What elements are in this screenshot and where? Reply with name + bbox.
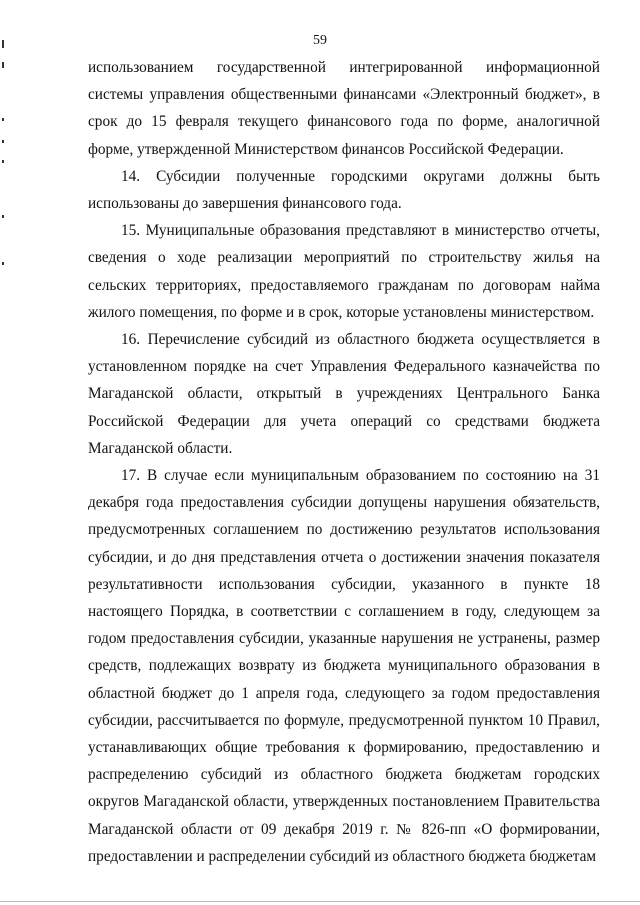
document-body bbox=[88, 54, 600, 870]
paragraph-item-16: 16. Перечисление субсидий из областного бюджета осуществляется в установленном порядке на счет Управления Федерального казначейства по Магаданской области, открытый в учреждениях Центрального Банка Российской Федерации для учета операций со средствами бюджета Магаданской области. bbox=[88, 331, 600, 457]
paragraph-continuation: использованием государственной интегрированной информационной системы управления общественными финансами «Электронный бюджет», в срок до 15 февраля текущего финансового года по форме, аналогичной форме, утвержденной Министерством финансов Российской Федерации. bbox=[88, 59, 600, 158]
page-number: 59 bbox=[313, 33, 327, 48]
paragraph-item-17: 17. В случае если муниципальным образованием по состоянию на 31 декабря года предоставления субсидии допущены нарушения обязательств, предусмотренных соглашением по достижению результатов использования субсидии, и до дня представления отчета о достижении значения показателя результативности использования субсидии, указанного в пункте 18 настоящего Порядка, в соответствии с соглашением в году, следующем за годом предоставления субсидии, указанные нарушения не устранены, размер средств, подлежащих возврату из бюджета муниципального образования в областной бюджет до 1 апреля года, следующего за годом предоставления субсидии, рассчитывается по формуле, предусмотренной пунктом 10 Правил, устанавливающих общие требования к формированию, предоставлению и распределению субсидий из областного бюджета бюджетам городских округов Магаданской области, утвержденных постановлением Правительства Магаданской области от 09 декабря 2019 г. № 826-пп «О формировании, предоставлении и распределении субсидий из областного бюджета бюджетам bbox=[88, 467, 600, 865]
page-bottom-edge bbox=[0, 901, 640, 902]
paragraph-item-15: 15. Муниципальные образования представляют в министерство отчеты, сведения о ходе реализации мероприятий по строительству жилья на сельских территориях, предоставляемого гражданам по договорам найма жилого помещения, по форме и в срок, которые установлены министерством. bbox=[88, 222, 600, 321]
paragraph-item-14: 14. Субсидии полученные городскими округами должны быть использованы до завершения финансового года. bbox=[88, 167, 600, 213]
